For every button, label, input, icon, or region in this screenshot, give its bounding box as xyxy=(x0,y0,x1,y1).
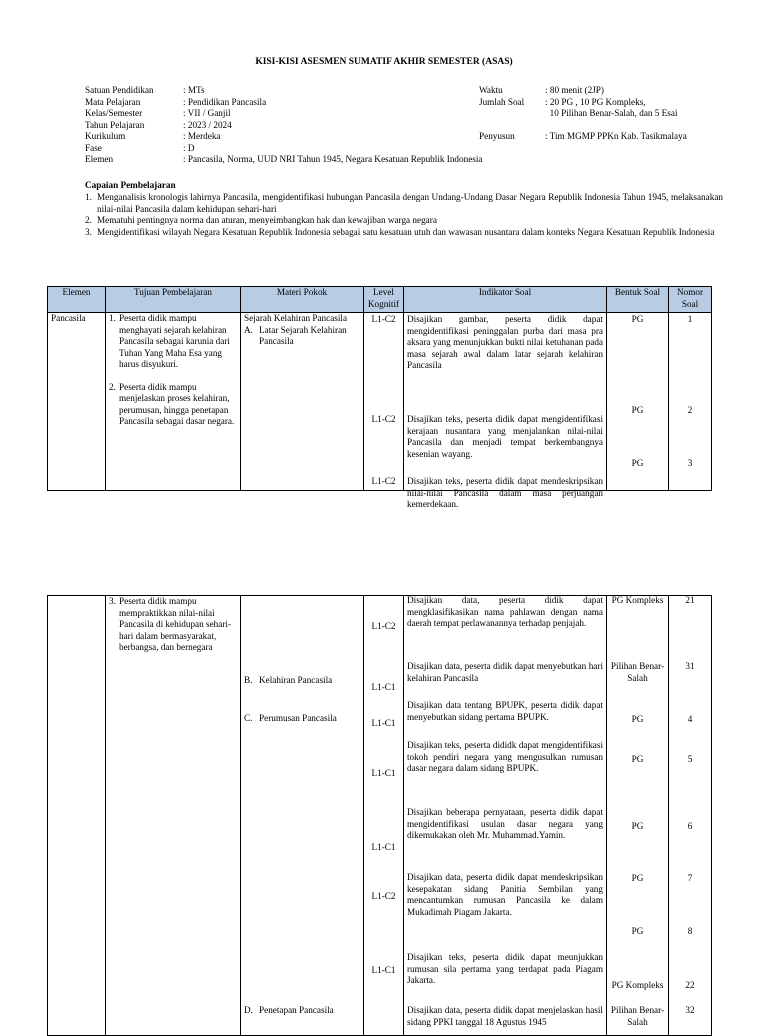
indikator-text: Disajikan gambar, peserta didik dapat mengidentifikasi peninggalan purba dari masa pra aksara yang menunjukkan bukti nilai ketuhanan pada masa sejarah awal dalam latar sejarah kelahiran Pancasila xyxy=(407,314,603,370)
tujuan-number: 2. xyxy=(109,381,116,392)
info-label: Satuan Pendidikan xyxy=(85,85,154,95)
capaian-text: Mengidentifikasi wilayah Negara Kesatuan Republik Indonesia sebagai satu kesatuan utuh dan wawasan nusantara dalam konteks Negara Kesatuan Republik Indonesia xyxy=(97,226,715,237)
capaian-item xyxy=(85,192,723,215)
kisi-kisi-table-page-2 xyxy=(47,595,712,1036)
capaian-number: 3. xyxy=(85,226,92,237)
indikator-text: Disajikan data tentang BPUPK, peserta didik dapat menyebutkan sidang pertama BPUPK. xyxy=(407,700,603,722)
cell-nomor xyxy=(669,596,712,1036)
cell-tujuan xyxy=(106,313,241,491)
level-value: L1-C1 xyxy=(371,718,396,728)
cell-elemen: Pancasila xyxy=(48,313,106,491)
header-nomor xyxy=(669,287,712,313)
cell-materi xyxy=(241,313,364,491)
materi-text: Latar Sejarah Kelahiran Pancasila xyxy=(259,324,347,346)
capaian-text: Menganalisis kronologis lahirnya Pancasila, mengidentifikasi hubungan Pancasila dengan Undang-Undang Dasar Negara Republik Indonesia Tahun 1945, melaksanakan nilai-nilai Pancasila dalam kehidupan sehari-hari xyxy=(97,192,723,214)
bentuk-value: PG xyxy=(631,873,644,883)
bentuk-value: PG Kompleks xyxy=(611,980,664,990)
materi-item xyxy=(244,1005,360,1017)
cell-indikator xyxy=(404,313,607,509)
bentuk-value: PG Kompleks xyxy=(611,595,664,605)
cell-indikator xyxy=(404,596,607,1036)
tujuan-item xyxy=(109,313,237,371)
indikator-text: Disajikan beberapa pernyataan, peserta didik dapat mengidentifikasi usulan dasar negara yang dikemukakan oleh Mr. Muhammad.Yamin. xyxy=(407,807,603,840)
cell-bentuk xyxy=(607,596,669,1036)
materi-title: Sejarah Kelahiran Pancasila xyxy=(244,313,348,323)
capaian-heading: Capaian Pembelajaran xyxy=(85,180,176,190)
table-header-row xyxy=(48,287,712,313)
info-value: : 20 PG , 10 PG Kompleks, xyxy=(545,96,646,107)
nomor-value: 2 xyxy=(687,405,693,415)
tujuan-number: 1. xyxy=(109,313,116,323)
header-indikator: Indikator Soal xyxy=(404,287,607,313)
info-row-spacer xyxy=(479,120,759,132)
info-row xyxy=(85,154,485,166)
indikator-text: Disajikan data, peserta didik dapat mengklasifikasikan nama pahlawan dengan nama daerah tempat perlawanannya terhadap penjajah. xyxy=(407,595,603,628)
table-row xyxy=(48,313,712,491)
header-tujuan: Tujuan Pembelajaran xyxy=(106,287,241,313)
info-value: : VII / Ganjil xyxy=(183,108,231,118)
bentuk-value: PG xyxy=(631,926,644,936)
bentuk-value: PG xyxy=(631,754,644,764)
nomor-value: 31 xyxy=(685,661,695,671)
nomor-value: 4 xyxy=(687,714,693,724)
info-row xyxy=(479,108,759,120)
info-value: : MTs xyxy=(183,85,205,95)
nomor-value: 21 xyxy=(685,595,695,605)
materi-letter: B. xyxy=(244,675,253,685)
bentuk-value: Pilihan Benar-Salah xyxy=(610,1005,665,1027)
info-value: : Pancasila, Norma, UUD NRI Tahun 1945, Negara Kesatuan Republik Indonesia xyxy=(183,154,483,164)
tujuan-item xyxy=(109,596,237,654)
capaian-item xyxy=(85,215,723,227)
cell-level xyxy=(364,596,404,1036)
info-label xyxy=(479,108,545,120)
table-row xyxy=(48,596,712,1036)
header-level-line: Kognitif xyxy=(367,298,400,309)
bentuk-value: Pilihan Benar-Salah xyxy=(610,661,665,683)
nomor-value: 22 xyxy=(685,980,695,990)
header-nomor-line: Nomor xyxy=(676,287,704,297)
info-row xyxy=(85,97,485,109)
indikator-text: Disajikan teks, peserta didik dapat mendeskripsikan nilai-nilai Pancasila dalam masa perjuangan kemerdekaan. xyxy=(407,476,603,509)
indikator-text: Disajikan data, peserta didik dapat mendeskripsikan kesepakatan sidang Panitia Sembilan yang mencantumkan rumusan Pancasila ke dalam Mukadimah Piagam Jakarta. xyxy=(407,872,603,917)
info-row xyxy=(85,131,485,143)
materi-item xyxy=(244,713,360,725)
info-row xyxy=(85,108,485,120)
capaian-number: 1. xyxy=(85,192,92,202)
level-value: L1-C2 xyxy=(371,476,396,486)
tujuan-text: Peserta didik mampu menjelaskan proses kelahiran, perumusan, hingga penetapan Pancasila sebagai dasar negara. xyxy=(119,381,235,426)
tujuan-item xyxy=(109,382,237,428)
info-label: Kelas/Semester xyxy=(85,108,143,118)
materi-letter: A. xyxy=(244,324,253,335)
level-value: L1-C1 xyxy=(371,682,396,692)
header-nomor-line: Soal xyxy=(681,298,699,309)
level-value: L1-C1 xyxy=(371,842,396,852)
info-row xyxy=(479,85,759,97)
materi-text: Kelahiran Pancasila xyxy=(259,675,333,685)
cell-materi xyxy=(241,596,364,1036)
capaian-list xyxy=(85,192,723,238)
materi-item xyxy=(244,675,360,687)
nomor-value: 7 xyxy=(687,873,693,883)
bentuk-value: PG xyxy=(631,458,644,468)
bentuk-value: PG xyxy=(631,714,644,724)
info-value: : Tim MGMP PPKn Kab. Tasikmalaya xyxy=(545,131,687,141)
info-label: Jumlah Soal xyxy=(479,96,525,107)
info-row xyxy=(85,85,485,97)
nomor-value: 5 xyxy=(687,754,693,764)
info-block-left xyxy=(85,85,485,166)
info-value: 10 Pilihan Benar-Salah, dan 5 Esai xyxy=(545,108,678,118)
indikator-text: Disajikan data, peserta didik dapat menjelaskan hasil sidang PPKI tanggal 18 Agustus 1945 xyxy=(407,1005,603,1027)
nomor-value: 8 xyxy=(687,926,693,936)
bentuk-value: PG xyxy=(631,405,644,415)
cell-elemen xyxy=(48,596,106,1036)
info-value: : 2023 / 2024 xyxy=(183,119,232,130)
indikator-text: Disajikan teks, peserta didik dapat mengidentifikasi kerajaan nusantara yang menjalankan nilai-nilai Pancasila dan menjadi tempat berkembangnya kesenian wayang. xyxy=(407,414,603,459)
level-value: L1-C1 xyxy=(371,768,396,778)
materi-letter: C. xyxy=(244,713,253,723)
level-value: L1-C1 xyxy=(371,965,396,975)
kisi-kisi-table-page-1 xyxy=(47,286,712,509)
materi-letter: D. xyxy=(244,1005,253,1015)
tujuan-number: 3. xyxy=(109,596,116,606)
info-label: Waktu xyxy=(479,85,503,95)
bentuk-value: PG xyxy=(631,314,644,324)
nomor-value: 6 xyxy=(687,821,693,831)
indikator-text: Disajikan teks, peserta didik dapat meunjukkan rumusan sila pertama yang terdapat pada Piagam Jakarta. xyxy=(407,952,603,985)
info-row xyxy=(85,120,485,132)
level-value: L1-C2 xyxy=(371,891,396,901)
info-value: : D xyxy=(183,142,195,153)
capaian-number: 2. xyxy=(85,215,92,225)
nomor-value: 1 xyxy=(687,314,693,324)
level-value: L1-C2 xyxy=(371,621,396,631)
cell-level xyxy=(364,313,404,491)
capaian-text: Mematuhi pentingnya norma dan aturan, menyeimbangkan hak dan kewajiban warga negara xyxy=(97,215,437,225)
tujuan-text: Peserta didik mampu mempraktikkan nilai-nilai Pancasila di kehidupan sehari-hari dalam bermasyarakat, berbangsa, dan bernegara xyxy=(119,596,231,652)
info-label: Fase xyxy=(85,142,102,153)
indikator-text: Disajikan teks, peserta dididk dapat mengidentifikasi tokoh pendiri negara yang mengusulkan rumusan dasar negara dalam sidang BPUPK. xyxy=(407,740,603,773)
materi-item xyxy=(244,325,360,348)
materi-text: Perumusan Pancasila xyxy=(259,713,337,723)
info-label: Tahun Pelajaran xyxy=(85,119,145,130)
level-value: L1-C2 xyxy=(371,414,396,424)
materi-text: Penetapan Pancasila xyxy=(259,1005,334,1015)
document-title: KISI-KISI ASESMEN SUMATIF AKHIR SEMESTER (ASAS) xyxy=(255,57,513,67)
info-value: : 80 menit (2JP) xyxy=(545,85,604,95)
header-bentuk: Bentuk Soal xyxy=(607,287,669,313)
header-materi: Materi Pokok xyxy=(241,287,364,313)
info-label: Mata Pelajaran xyxy=(85,96,141,107)
cell-tujuan xyxy=(106,596,241,1036)
info-label: Penyusun xyxy=(479,131,515,141)
level-value: L1-C2 xyxy=(371,314,396,324)
info-row xyxy=(479,97,759,109)
header-level xyxy=(364,287,404,313)
cell-bentuk xyxy=(607,313,669,491)
capaian-item xyxy=(85,227,723,239)
info-label: Elemen xyxy=(85,154,114,164)
bentuk-value: PG xyxy=(631,821,644,831)
tujuan-text: Peserta didik mampu menghayati sejarah kelahiran Pancasila sebagai karunia dari Tuhan Yang Maha Esa yang harus disyukuri. xyxy=(119,313,230,369)
info-value: : Pendidikan Pancasila xyxy=(183,96,267,107)
cell-nomor xyxy=(669,313,712,491)
indikator-text: Disajikan data, peserta didik dapat menyebutkan hari kelahiran Pancasila xyxy=(407,661,603,683)
info-row xyxy=(479,131,759,143)
info-label: Kurikulum xyxy=(85,131,126,141)
info-block-right xyxy=(479,85,759,143)
nomor-value: 3 xyxy=(687,458,693,468)
header-level-line: Level xyxy=(373,287,394,297)
info-row xyxy=(85,143,485,155)
nomor-value: 32 xyxy=(685,1005,695,1015)
info-value: : Merdeka xyxy=(183,131,221,141)
header-elemen: Elemen xyxy=(48,287,106,313)
